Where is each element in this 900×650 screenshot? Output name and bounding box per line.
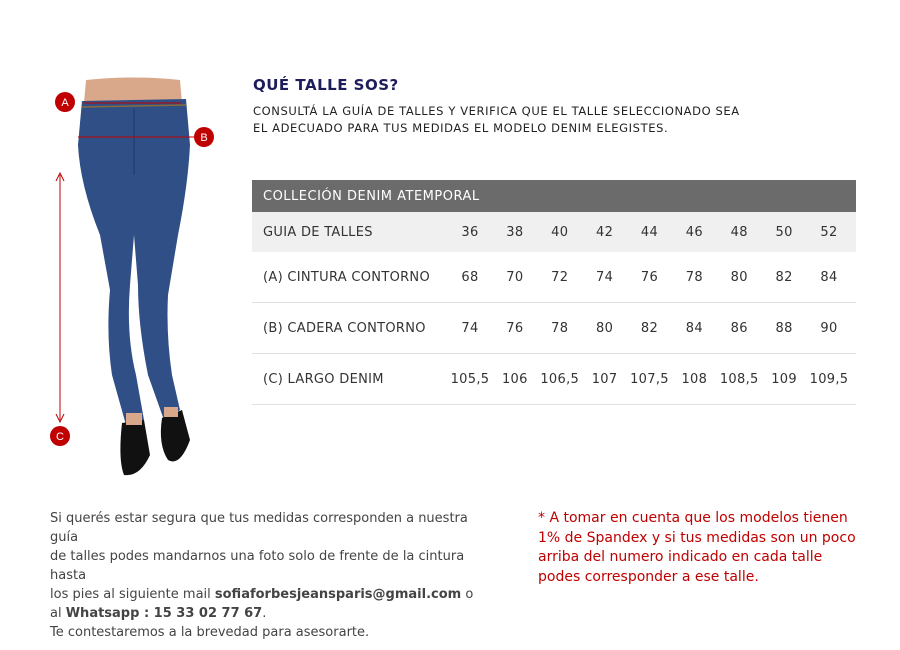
note-line-2: 1% de Spandex y si tus medidas son un poco [538,529,856,546]
jeans-model-illustration [40,75,230,485]
value-cell: 78 [676,252,712,303]
contact-line-1: Si querés estar segura que tus medidas corresponden a nuestra guía [50,511,468,545]
size-cell: 50 [766,212,802,252]
value-cell: 107 [587,354,623,405]
value-cell: 105,5 [443,354,497,405]
value-cell: 88 [766,303,802,354]
svg-text:A: A [61,97,69,109]
value-cell: 107,5 [623,354,677,405]
size-cell: 40 [533,212,587,252]
contact-line-5: Te contestaremos a la brevedad para asesorarte. [50,625,370,640]
value-cell: 90 [802,303,856,354]
value-cell: 106 [497,354,533,405]
size-guide-table [252,180,856,405]
value-cell: 80 [587,303,623,354]
left-shoe [120,420,150,475]
contact-line-4-prefix: al [50,606,66,621]
page-title: QUÉ TALLE SOS? [253,76,399,94]
value-cell: 82 [623,303,677,354]
contact-line-2: de talles podes mandarnos una foto solo de frente de la cintura hasta [50,549,465,583]
value-cell: 80 [712,252,766,303]
subtitle-line-2: EL ADECUADO PARA TUS MEDIDAS EL MODELO DENIM ELEGISTES. [253,121,669,135]
value-cell: 108,5 [712,354,766,405]
contact-email-link[interactable]: sofiaforbesjeansparis@gmail.com [214,587,462,602]
value-cell: 106,5 [533,354,587,405]
value-cell: 76 [497,303,533,354]
size-cell: 44 [623,212,677,252]
value-cell: 84 [802,252,856,303]
row-label: (B) CADERA CONTORNO [252,303,443,354]
value-cell: 108 [676,354,712,405]
note-line-1: * A tomar en cuenta que los modelos tienen [538,510,848,526]
contact-line-4-suffix: . [262,606,267,621]
value-cell: 82 [766,252,802,303]
value-cell: 70 [497,252,533,303]
size-cell: 38 [497,212,533,252]
value-cell: 72 [533,252,587,303]
row-label: (A) CINTURA CONTORNO [252,252,443,303]
value-cell: 109 [766,354,802,405]
value-cell: 74 [587,252,623,303]
page-subtitle [253,103,773,137]
model-torso [84,78,182,104]
svg-text:C: C [56,431,64,443]
sizes-header-label: GUIA DE TALLES [252,212,443,252]
contact-info [50,509,490,642]
sizes-header-row [252,212,856,252]
size-cell: 46 [676,212,712,252]
contact-whatsapp[interactable]: Whatsapp : 15 33 02 77 67 [65,606,263,621]
table-row-waist [252,252,856,303]
subtitle-line-1: CONSULTÁ LA GUÍA DE TALLES Y VERIFICA QUE EL TALLE SELECCIONADO SEA [253,104,740,118]
svg-text:B: B [200,132,208,144]
value-cell: 68 [443,252,497,303]
size-cell: 48 [712,212,766,252]
value-cell: 76 [623,252,677,303]
value-cell: 109,5 [802,354,856,405]
spandex-note [538,509,868,587]
right-shoe [161,410,190,461]
value-cell: 74 [443,303,497,354]
size-cell: 36 [443,212,497,252]
contact-line-3-prefix: los pies al siguiente mail [50,587,215,602]
table-row-hip [252,303,856,354]
row-label: (C) LARGO DENIM [252,354,443,405]
note-line-3: arriba del numero indicado en cada talle [538,549,823,565]
value-cell: 78 [533,303,587,354]
value-cell: 86 [712,303,766,354]
size-cell: 42 [587,212,623,252]
table-title: COLLECIÓN DENIM ATEMPORAL [252,180,856,212]
size-cell: 52 [802,212,856,252]
contact-line-3-suffix: o [461,587,474,602]
table-row-length [252,354,856,405]
note-line-4: podes corresponder a ese talle. [538,568,759,585]
value-cell: 84 [676,303,712,354]
